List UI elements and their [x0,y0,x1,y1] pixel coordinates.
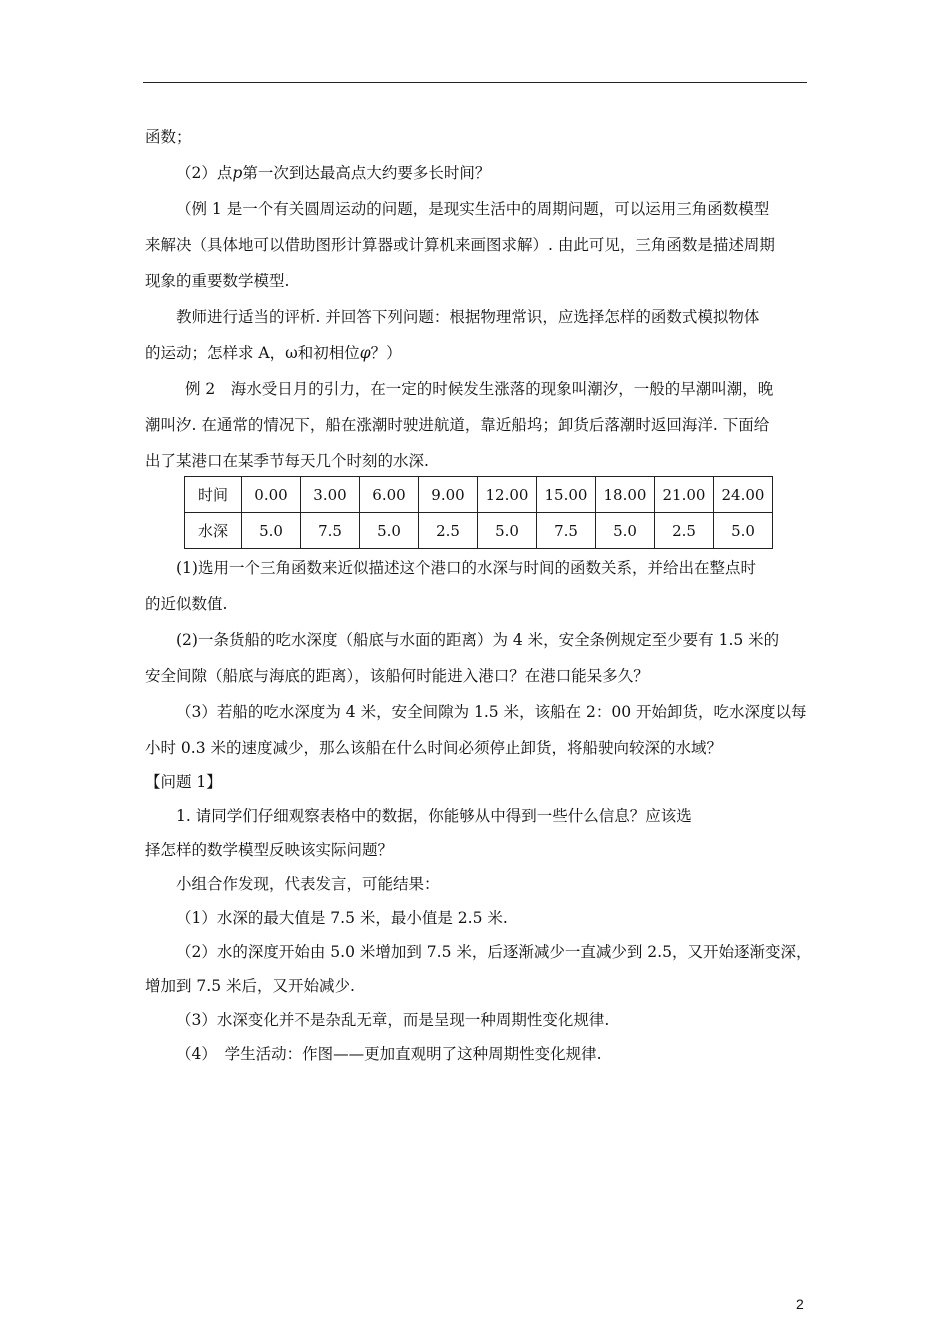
text-line: 1. 请同学们仔细观察表格中的数据，你能够从中得到一些什么信息？应该选 [176,807,692,825]
depth-cell: 2.5 [419,513,478,549]
text-line: 出了某港口在某季节每天几个时刻的水深. [145,452,429,470]
text-line: （2）点p第一次到达最高点大约要多长时间？ [176,164,491,182]
depth-cell: 5.0 [242,513,301,549]
text-line: 例 2 海水受日月的引力，在一定的时候发生涨落的现象叫潮汐，一般的早潮叫潮，晚 [185,380,774,398]
text-line: 小组合作发现，代表发言，可能结果： [176,875,440,893]
time-cell: 0.00 [242,477,301,513]
text-line: 的近似数值. [145,595,228,613]
depth-cell: 5.0 [596,513,655,549]
text-line: 教师进行适当的评析. 并回答下列问题：根据物理常识，应选择怎样的函数式模拟物体 [176,308,760,326]
text-line: 的运动；怎样求 A，ω和初相位φ？） [145,344,402,362]
page-number: 2 [796,1296,804,1312]
text-line: 增加到 7.5 米后，又开始减少. [145,977,355,995]
depth-cell: 7.5 [537,513,596,549]
water-depth-table [184,476,773,549]
time-cell: 6.00 [360,477,419,513]
depth-cell: 5.0 [360,513,419,549]
text-line: （3）水深变化并不是杂乱无章，而是呈现一种周期性变化规律. [176,1011,610,1029]
text-line: 函数； [145,128,192,146]
text-line: 来解决（具体地可以借助图形计算器或计算机来画图求解）. 由此可见，三角函数是描述周期 [145,236,775,254]
text-line: （例 1 是一个有关圆周运动的问题，是现实生活中的周期问题，可以运用三角函数模型 [176,200,770,218]
time-cell: 24.00 [714,477,773,513]
text-line: (1)选用一个三角函数来近似描述这个港口的水深与时间的函数关系，并给出在整点时 [176,559,756,577]
depth-cell: 7.5 [301,513,360,549]
text-line: （4） 学生活动：作图——更加直观明了这种周期性变化规律. [176,1045,602,1063]
text-line: （1）水深的最大值是 7.5 米，最小值是 2.5 米. [176,909,508,927]
text-line: (2)一条货船的吃水深度（船底与水面的距离）为 4 米，安全条例规定至少要有 1.5 米的 [176,631,780,649]
section-heading: 【问题 1】 [145,773,222,791]
table-header-cell: 水深 [185,513,242,549]
text-line: 潮叫汐. 在通常的情况下，船在涨潮时驶进航道，靠近船坞；卸货后落潮时返回海洋. 下面给 [145,416,770,434]
time-cell: 12.00 [478,477,537,513]
text-line: 择怎样的数学模型反映该实际问题？ [145,841,394,859]
header-rule [143,82,807,83]
time-cell: 9.00 [419,477,478,513]
text-line: （3）若船的吃水深度为 4 米，安全间隙为 1.5 米，该船在 2：00 开始卸货，吃水深度以每 [176,703,807,721]
depth-cell: 5.0 [478,513,537,549]
text-line: 现象的重要数学模型. [145,272,290,290]
time-cell: 3.00 [301,477,360,513]
table-row [185,513,773,549]
depth-cell: 5.0 [714,513,773,549]
time-cell: 15.00 [537,477,596,513]
depth-cell: 2.5 [655,513,714,549]
time-cell: 18.00 [596,477,655,513]
text-line: 小时 0.3 米的速度减少，那么该船在什么时间必须停止卸货，将船驶向较深的水域？ [145,739,723,757]
text-line: （2）水的深度开始由 5.0 米增加到 7.5 米，后逐渐减少一直减少到 2.5，又开始逐渐变深， [176,943,812,961]
table-header-cell: 时间 [185,477,242,513]
table-row [185,477,773,513]
text-line: 安全间隙（船底与海底的距离），该船何时能进入港口？在港口能呆多久？ [145,667,649,685]
time-cell: 21.00 [655,477,714,513]
